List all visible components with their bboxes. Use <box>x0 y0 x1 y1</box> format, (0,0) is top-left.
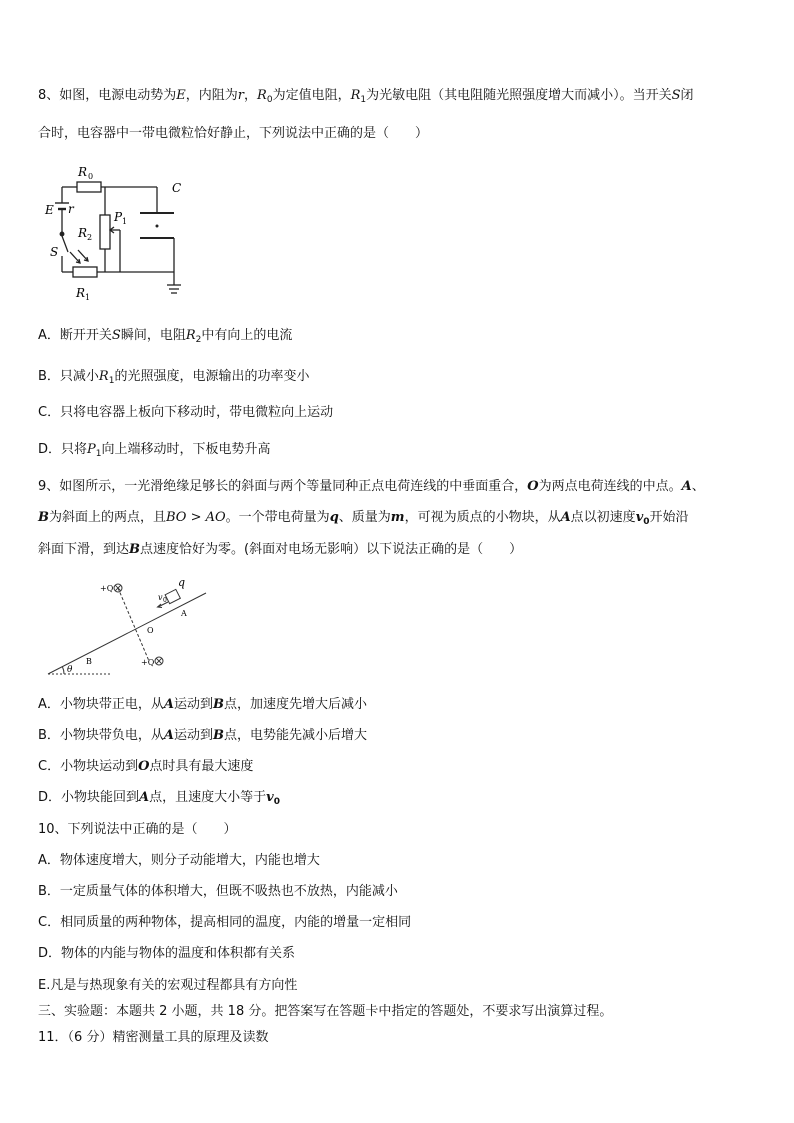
r0-label: R <box>78 165 88 179</box>
p1-sub: 1 <box>122 217 128 226</box>
q9-stem-line3: 斜面下滑，到达B点速度恰好为零。(斜面对电场无影响）以下说法正确的是（ ） <box>38 542 523 557</box>
r0-sub: 0 <box>88 172 94 181</box>
q8-stem-line1: 8、如图，电源电动势为E，内阻为r，$R_0$为定值电阻，$R_1$为光敏电阻（其电阻随光照强度增大而减小）。当开关S闭 <box>38 88 694 105</box>
q-label: q <box>178 576 186 589</box>
q8-option-c: C．只将电容器上板向下移动时，带电微粒向上运动 <box>38 405 334 420</box>
theta-label: θ <box>67 665 73 675</box>
charge-bottom-label: +Q <box>141 658 155 667</box>
v0-sub: 0 <box>163 597 167 604</box>
q9-stem-line1: 9、如图所示，一光滑绝缘足够长的斜面与两个等量同种正点电荷连线的中垂面重合，O为两点电荷连线的中点。A、 <box>38 479 705 494</box>
q10-option-b: B．一定质量气体的体积增大，但既不吸热也不放热，内能减小 <box>38 884 398 899</box>
q9-stem-line2: B为斜面上的两点，且BO > AO。一个带电荷量为q、质量为m，可视为质点的小物块，从A点以初速度$v_0$开始沿 <box>38 510 689 527</box>
a-label: A <box>181 609 187 618</box>
section-3-heading: 三、实验题：本题共 2 小题，共 18 分。把答案写在答题卡中指定的答题处，不要求写出演算过程。 <box>38 1004 613 1019</box>
q8-circuit-figure <box>40 160 200 305</box>
r1-label: R <box>76 286 86 300</box>
q10-option-e: E.凡是与热现象有关的宏观过程都具有方向性 <box>38 978 298 993</box>
s-label: S <box>50 245 59 259</box>
r-label: r <box>68 202 74 216</box>
r1-sub: 1 <box>85 293 91 302</box>
q10-option-d: D．物体的内能与物体的温度和体积都有关系 <box>38 946 296 961</box>
q9-option-d: D．小物块能回到A点，且速度大小等于$v_0$ <box>38 790 280 807</box>
charge-top-label: +Q <box>100 584 114 593</box>
q10-option-a: A．物体速度增大，则分子动能增大，内能也增大 <box>38 853 320 868</box>
v0-label: v <box>158 593 163 602</box>
q9-option-b: B．小物块带负电，从A运动到B点，电势能先减小后增大 <box>38 728 368 743</box>
r2-sub: 2 <box>87 233 93 242</box>
q10-stem: 10、下列说法中正确的是（ ） <box>38 822 237 837</box>
p1-label: P <box>114 210 123 224</box>
q9-option-c: C．小物块运动到O点时具有最大速度 <box>38 759 254 774</box>
q8-option-b: B．只减小$R_1$的光照强度，电源输出的功率变小 <box>38 369 310 386</box>
r2-label: R <box>78 226 88 240</box>
q8-option-d: D．只将$P_1$向上端移动时，下板电势升高 <box>38 442 271 459</box>
q8-stem-line2: 合时，电容器中一带电微粒恰好静止，下列说法中正确的是（ ） <box>38 126 429 141</box>
e-label: E <box>45 203 54 217</box>
c-label: C <box>172 181 182 195</box>
q8-option-a: A．断开开关S瞬间，电阻$R_2$中有向上的电流 <box>38 328 293 345</box>
o-label: O <box>147 626 154 635</box>
q10-option-c: C．相同质量的两种物体，提高相同的温度，内能的增量一定相同 <box>38 915 412 930</box>
q11-stem: 11．（6 分）精密测量工具的原理及读数 <box>38 1030 269 1045</box>
b-label: B <box>86 657 92 666</box>
q9-option-a: A．小物块带正电，从A运动到B点，加速度先增大后减小 <box>38 697 368 712</box>
q9-incline-figure <box>40 576 220 680</box>
